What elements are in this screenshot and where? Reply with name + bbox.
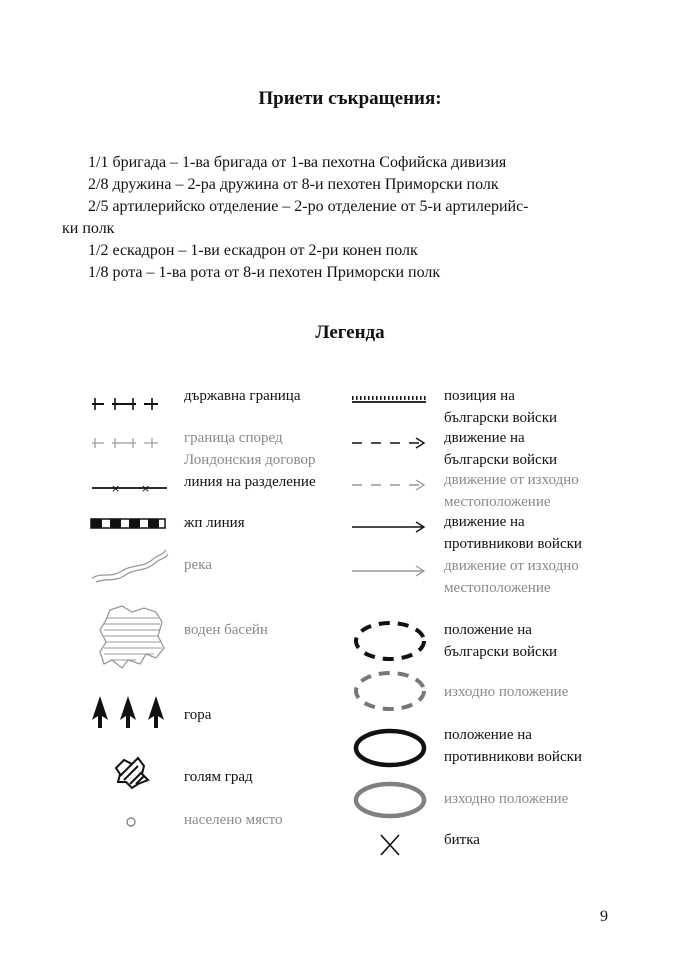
london-treaty-border-icon	[92, 436, 170, 450]
abbreviation-item: 1/1 бригада – 1-ва бригада от 1-ва пехотна Софийска дивизия	[88, 154, 507, 171]
legend-label: воден басейн	[184, 622, 268, 638]
legend-label: местоположение	[444, 494, 551, 510]
legend-label: река	[184, 557, 212, 573]
legend-heading: Легенда	[315, 322, 385, 343]
legend-label: български войски	[444, 644, 558, 660]
legend-label: положение на	[444, 622, 532, 638]
bulgarian-origin-arrow-icon	[350, 478, 430, 492]
page-number: 9	[600, 908, 608, 925]
legend-label: движение на	[444, 430, 525, 446]
legend-label: местоположение	[444, 580, 551, 596]
legend-label: противникови войски	[444, 749, 582, 765]
abbreviation-item: 1/2 ескадрон – 1-ви ескадрон от 2-ри конен полк	[88, 242, 418, 259]
legend-label: държавна граница	[184, 388, 301, 404]
dividing-line-icon	[92, 481, 172, 495]
legend-label: движение на	[444, 514, 525, 530]
legend-label: движение от изходно	[444, 558, 579, 574]
abbreviation-item: 2/8 дружина – 2-ра дружина от 8-и пехотен Приморски полк	[88, 176, 499, 193]
legend-label: български войски	[444, 410, 558, 426]
legend-label: граница според	[184, 430, 283, 446]
legend-label: Лондонския договор	[184, 452, 316, 468]
abbreviation-item: 2/5 артилерийско отделение – 2-ро отделение от 5-и артилерийс-	[88, 198, 529, 215]
legend-label: положение на	[444, 727, 532, 743]
big-city-icon	[112, 756, 152, 790]
enemy-position-ellipse-icon	[352, 726, 428, 772]
legend-label: гора	[184, 707, 212, 723]
enemy-origin-arrow-icon	[350, 564, 430, 578]
battle-icon	[378, 832, 402, 858]
state-border-icon	[92, 396, 170, 412]
legend-label: жп линия	[184, 515, 245, 531]
bulgarian-position-ellipse-icon	[352, 618, 428, 664]
water-basin-icon	[96, 602, 172, 672]
abbreviations-heading: Приети съкращения:	[258, 88, 442, 109]
legend-label: населено място	[184, 812, 283, 828]
legend-label: изходно положение	[444, 791, 569, 807]
settlement-icon	[124, 815, 138, 829]
forest-icon	[90, 694, 170, 730]
abbreviation-item: 1/8 рота – 1-ва рота от 8-и пехотен Приморски полк	[88, 264, 441, 281]
bulgarian-position-line-icon	[350, 394, 430, 404]
enemy-movement-arrow-icon	[350, 520, 430, 534]
railway-icon	[90, 518, 170, 530]
legend-label: позиция на	[444, 388, 515, 404]
legend-label: противникови войски	[444, 536, 582, 552]
legend-label: битка	[444, 832, 480, 848]
bulgarian-movement-arrow-icon	[350, 436, 430, 450]
legend-label: голям град	[184, 769, 253, 785]
svg-text:×: ×	[111, 482, 121, 495]
legend-label: движение от изходно	[444, 472, 579, 488]
legend-label: линия на разделение	[184, 474, 316, 490]
river-icon	[90, 548, 170, 584]
svg-text:×: ×	[141, 482, 151, 495]
abbreviation-item-continuation: ки полк	[62, 220, 115, 237]
legend-label: изходно положение	[444, 684, 569, 700]
enemy-origin-ellipse-icon	[352, 778, 428, 822]
bulgarian-origin-ellipse-icon	[352, 668, 428, 714]
legend-label: български войски	[444, 452, 558, 468]
